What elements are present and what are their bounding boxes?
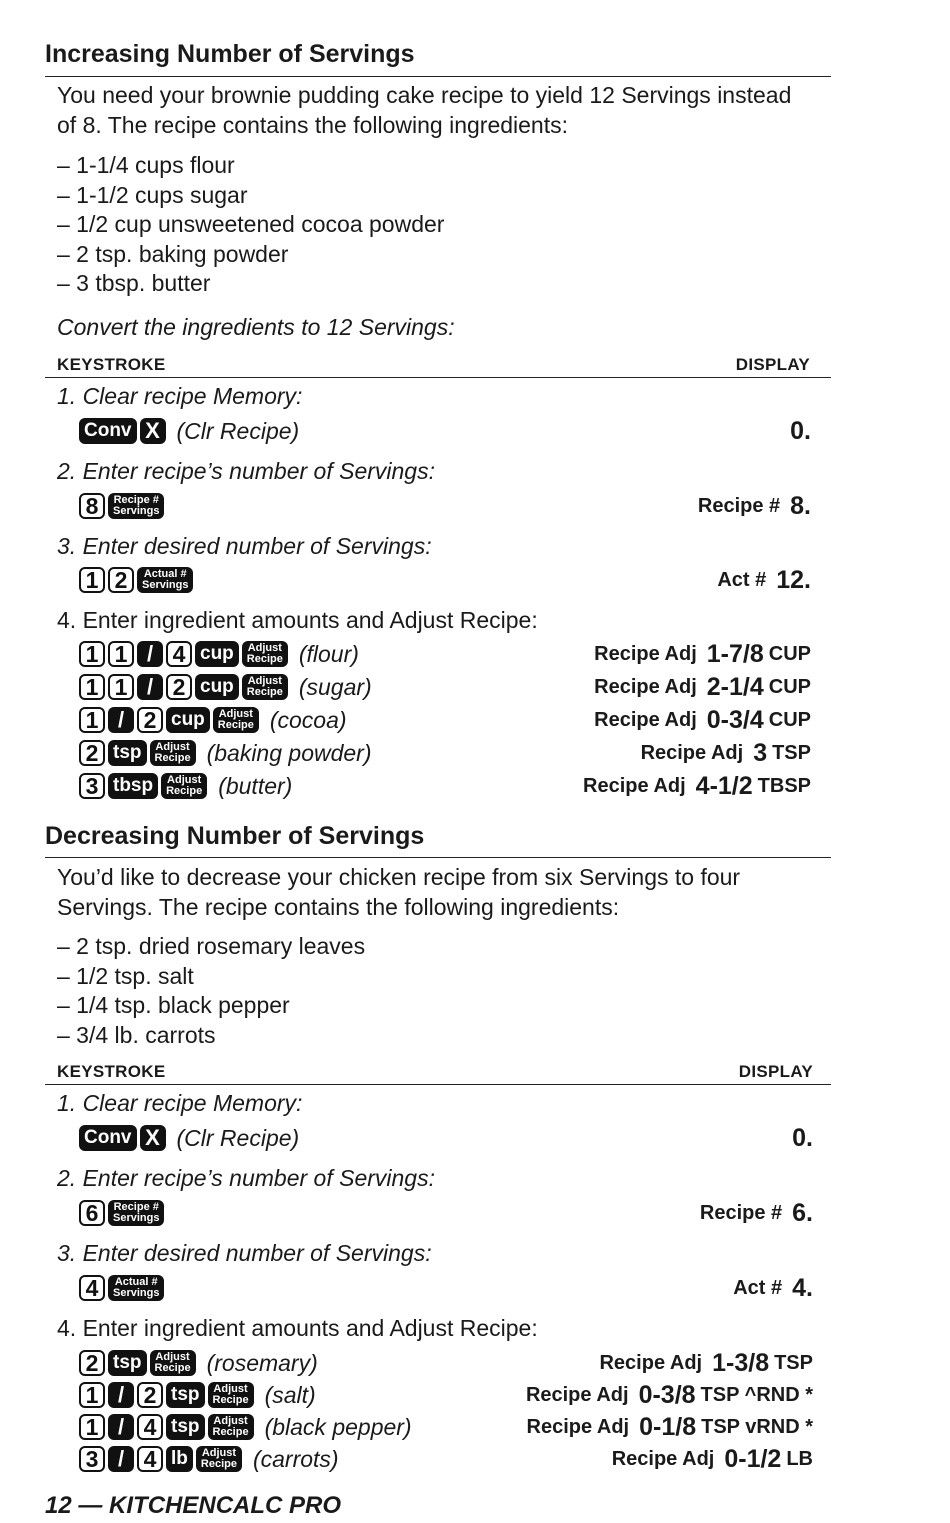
display-value: 2-1/4 xyxy=(706,672,764,701)
display-unit: TSP xyxy=(774,1351,813,1374)
display-readout xyxy=(594,672,811,702)
adjust-recipe-key: Adjust Recipe xyxy=(213,707,259,733)
section-rule xyxy=(45,857,831,858)
digit-2-key: 2 xyxy=(79,740,105,766)
list-item: – 1/4 tsp. black pepper xyxy=(57,992,290,1018)
digit-2-key: 2 xyxy=(166,674,192,700)
adjust-recipe-key: Adjust Recipe xyxy=(196,1446,242,1472)
display-label: Recipe Adj xyxy=(599,1351,703,1374)
adjust-recipe-key: Adjust Recipe xyxy=(208,1414,254,1440)
display-value: 1-3/8 xyxy=(712,1348,770,1377)
display-label: Recipe Adj xyxy=(526,1415,630,1438)
display-label: Recipe Adj xyxy=(611,1447,715,1470)
lb-key: lb xyxy=(166,1446,193,1472)
recipe-servings-key: Recipe # Servings xyxy=(108,1200,164,1226)
instruction-text: Convert the ingredients to 12 Servings: xyxy=(57,314,455,340)
section-title-decreasing: Decreasing Number of Servings xyxy=(45,822,425,850)
display-value: 4-1/2 xyxy=(695,771,753,800)
display-value: 0-3/4 xyxy=(706,705,764,734)
display-label: Recipe Adj xyxy=(583,774,686,797)
digit-1-key: 1 xyxy=(79,674,105,700)
display-readout xyxy=(527,1412,814,1442)
display-readout xyxy=(594,705,811,735)
actual-servings-key: Actual # Servings xyxy=(108,1275,164,1301)
step-label: 1. Clear recipe Memory: xyxy=(57,383,303,409)
display-label: Recipe Adj xyxy=(525,1383,629,1406)
display-unit: TSP vRND * xyxy=(701,1415,813,1438)
step-label: 1. Clear recipe Memory: xyxy=(57,1090,303,1116)
keystroke-note: (Clr Recipe) xyxy=(176,417,300,444)
display-readout xyxy=(526,1380,813,1410)
keystroke-row xyxy=(79,1273,167,1303)
display-label: Recipe Adj xyxy=(594,642,697,665)
display-value: 0-1/8 xyxy=(639,1412,697,1441)
ingredient-list xyxy=(57,151,444,299)
display-value: 0-1/2 xyxy=(724,1444,782,1473)
list-item: – 1-1/4 cups flour xyxy=(57,152,235,178)
keystroke-note: (baking powder) xyxy=(206,739,372,766)
display-readout xyxy=(698,491,811,521)
adjust-recipe-key: Adjust Recipe xyxy=(242,674,288,700)
fraction-key: / xyxy=(108,1414,134,1440)
keystroke-note: (black pepper) xyxy=(264,1413,412,1440)
digit-8-key: 8 xyxy=(79,493,105,519)
keystroke-note: (salt) xyxy=(264,1381,316,1408)
digit-1-key: 1 xyxy=(108,641,134,667)
ingredient-list xyxy=(57,932,365,1050)
conv-key: Conv xyxy=(79,1125,137,1151)
display-value: 4. xyxy=(792,1273,813,1302)
tsp-key: tsp xyxy=(166,1414,205,1440)
display-readout xyxy=(641,738,811,768)
step-label: 2. Enter recipe’s number of Servings: xyxy=(57,1165,435,1191)
tsp-key: tsp xyxy=(108,1350,147,1376)
display-readout xyxy=(792,1123,813,1153)
display-unit: CUP xyxy=(768,675,811,698)
digit-1-key: 1 xyxy=(108,674,134,700)
digit-2-key: 2 xyxy=(108,567,134,593)
digit-4-key: 4 xyxy=(166,641,192,667)
fraction-key: / xyxy=(137,641,163,667)
display-label: Act # xyxy=(717,568,767,591)
adjust-recipe-key: Adjust Recipe xyxy=(208,1382,254,1408)
digit-4-key: 4 xyxy=(137,1414,163,1440)
display-value: 1-7/8 xyxy=(706,639,764,668)
display-unit: TSP ^RND * xyxy=(700,1383,813,1406)
keystroke-row xyxy=(79,1198,167,1228)
keystroke-note: (cocoa) xyxy=(269,706,347,733)
display-label: Recipe # xyxy=(697,494,781,517)
keystroke-row xyxy=(79,771,292,801)
display-readout xyxy=(790,416,811,446)
keystroke-row xyxy=(79,1380,316,1410)
display-label: Recipe Adj xyxy=(594,708,697,731)
list-item: – 2 tsp. dried rosemary leaves xyxy=(57,933,366,959)
display-readout xyxy=(700,1198,813,1228)
display-readout xyxy=(717,565,811,595)
keystroke-row xyxy=(79,565,196,595)
list-item: – 3 tbsp. butter xyxy=(57,270,211,296)
list-item: – 1/2 tsp. salt xyxy=(57,962,194,989)
conv-key: Conv xyxy=(79,418,137,444)
keystroke-note: (sugar) xyxy=(298,673,372,700)
digit-4-key: 4 xyxy=(79,1275,105,1301)
display-header: DISPLAY xyxy=(735,355,810,374)
display-unit: CUP xyxy=(768,708,811,731)
keystroke-row xyxy=(79,1348,318,1378)
actual-servings-key: Actual # Servings xyxy=(137,567,193,593)
digit-6-key: 6 xyxy=(79,1200,105,1226)
page-footer: 12 — KITCHENCALC PRO xyxy=(45,1492,342,1519)
digit-1-key: 1 xyxy=(79,567,105,593)
keystroke-header: KEYSTROKE xyxy=(57,1062,166,1081)
step-label: 3. Enter desired number of Servings: xyxy=(57,533,432,559)
keystroke-row xyxy=(79,672,372,702)
display-label: Act # xyxy=(733,1276,783,1299)
keystroke-row xyxy=(79,1444,339,1474)
recipe-servings-key: Recipe # Servings xyxy=(108,493,164,519)
fraction-key: / xyxy=(108,1446,134,1472)
list-item: – 1/2 cup unsweetened cocoa powder xyxy=(57,211,445,237)
display-value: 12. xyxy=(776,565,811,594)
display-unit: CUP xyxy=(768,642,811,665)
x-key: X xyxy=(140,418,166,444)
cup-key: cup xyxy=(166,707,210,733)
cup-key: cup xyxy=(195,674,239,700)
adjust-recipe-key: Adjust Recipe xyxy=(150,1350,196,1376)
keystroke-row xyxy=(79,1412,412,1442)
display-value: 0. xyxy=(792,1123,813,1152)
step-label: 2. Enter recipe’s number of Servings: xyxy=(57,458,435,484)
display-label: Recipe Adj xyxy=(594,675,697,698)
section-title-increasing: Increasing Number of Servings xyxy=(45,40,415,68)
keystroke-note: (Clr Recipe) xyxy=(176,1124,300,1151)
display-value: 6. xyxy=(792,1198,813,1227)
fraction-key: / xyxy=(108,1382,134,1408)
intro-paragraph: You’d like to decrease your chicken recipe from six Servings to four Servings. The recipe contains the following ingredients: xyxy=(57,864,741,920)
display-unit: TSP xyxy=(772,741,811,764)
keystroke-row xyxy=(79,491,167,521)
keystroke-row xyxy=(79,639,359,669)
tsp-key: tsp xyxy=(108,740,147,766)
keystroke-note: (carrots) xyxy=(252,1445,339,1472)
adjust-recipe-key: Adjust Recipe xyxy=(242,641,288,667)
digit-2-key: 2 xyxy=(79,1350,105,1376)
digit-3-key: 3 xyxy=(79,1446,105,1472)
display-readout xyxy=(599,1348,813,1378)
fraction-key: / xyxy=(108,707,134,733)
keystroke-note: (butter) xyxy=(218,772,293,799)
display-readout xyxy=(583,771,811,801)
digit-2-key: 2 xyxy=(137,707,163,733)
display-readout xyxy=(594,639,811,669)
list-item: – 2 tsp. baking powder xyxy=(57,240,289,267)
table-rule xyxy=(45,377,831,378)
keystroke-row xyxy=(79,416,299,446)
display-value: 0-3/8 xyxy=(638,1380,696,1409)
list-item: – 3/4 lb. carrots xyxy=(57,1021,216,1048)
tbsp-key: tbsp xyxy=(108,773,158,799)
display-label: Recipe # xyxy=(699,1201,783,1224)
display-value: 0. xyxy=(790,416,811,445)
tsp-key: tsp xyxy=(166,1382,205,1408)
digit-1-key: 1 xyxy=(79,1414,105,1440)
display-label: Recipe Adj xyxy=(640,741,744,764)
step-label: 4. Enter ingredient amounts and Adjust Recipe: xyxy=(57,607,538,633)
keystroke-row xyxy=(79,705,347,735)
fraction-key: / xyxy=(137,674,163,700)
digit-1-key: 1 xyxy=(79,641,105,667)
display-header: DISPLAY xyxy=(738,1062,813,1081)
intro-paragraph: You need your brownie pudding cake recipe to yield 12 Servings instead of 8. The recipe contains the following ingredients: xyxy=(57,82,792,138)
digit-1-key: 1 xyxy=(79,707,105,733)
adjust-recipe-key: Adjust Recipe xyxy=(161,773,207,799)
adjust-recipe-key: Adjust Recipe xyxy=(150,740,196,766)
display-unit: TBSP xyxy=(757,774,811,797)
x-key: X xyxy=(140,1125,166,1151)
table-rule xyxy=(45,1084,831,1085)
list-item: – 1-1/2 cups sugar xyxy=(57,181,248,208)
keystroke-row xyxy=(79,738,372,768)
display-readout xyxy=(612,1444,813,1474)
cup-key: cup xyxy=(195,641,239,667)
keystroke-note: (rosemary) xyxy=(206,1349,318,1376)
digit-3-key: 3 xyxy=(79,773,105,799)
display-value: 8. xyxy=(790,491,811,520)
digit-1-key: 1 xyxy=(79,1382,105,1408)
step-label: 3. Enter desired number of Servings: xyxy=(57,1240,432,1266)
digit-2-key: 2 xyxy=(137,1382,163,1408)
display-value: 3 xyxy=(753,738,768,767)
keystroke-row xyxy=(79,1123,299,1153)
display-readout xyxy=(733,1273,813,1303)
display-unit: LB xyxy=(786,1447,813,1470)
keystroke-note: (flour) xyxy=(298,640,359,667)
step-label: 4. Enter ingredient amounts and Adjust Recipe: xyxy=(57,1315,538,1341)
digit-4-key: 4 xyxy=(137,1446,163,1472)
keystroke-header: KEYSTROKE xyxy=(57,355,166,374)
section-rule xyxy=(45,76,831,77)
